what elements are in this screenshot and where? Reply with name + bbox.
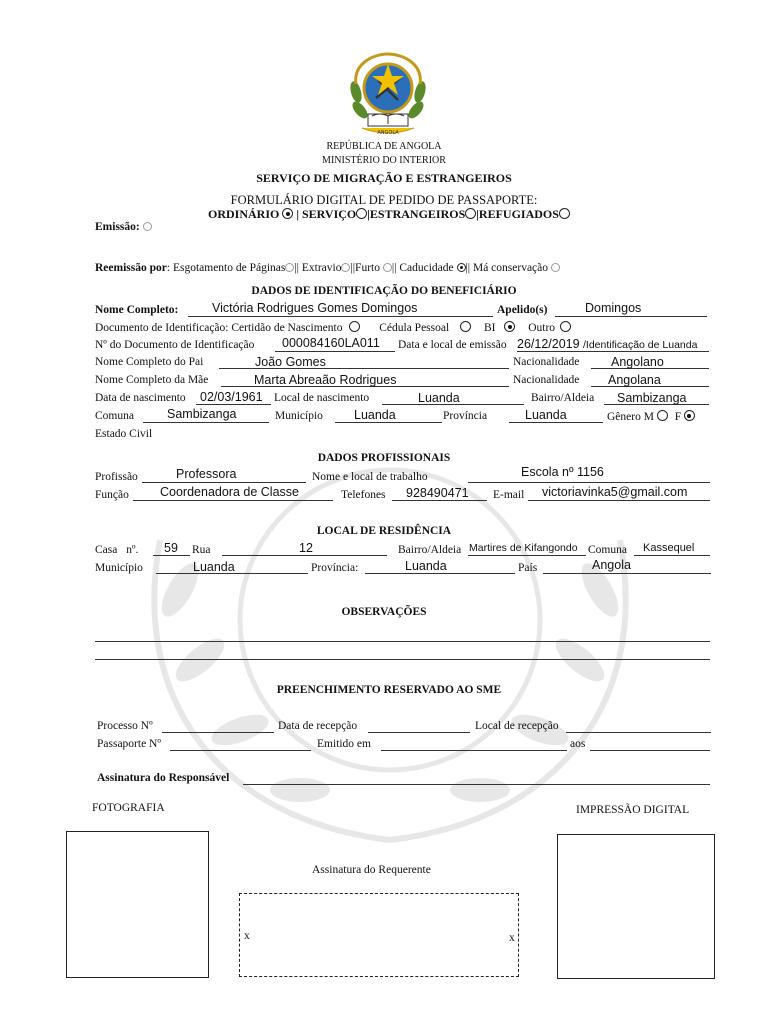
id-bi-radio[interactable] <box>504 321 515 332</box>
applicant-signature-box[interactable] <box>239 893 519 977</box>
reemission-opt-1-label: : Esgotamento de Páginas <box>166 262 286 274</box>
id-doc-label: Documento de Identificação: Certidão de Nascimento <box>95 322 343 334</box>
residence-municipality-label: Município <box>95 562 143 574</box>
emission-label: Emissão: <box>95 221 140 233</box>
ministry-title: MINISTÉRIO DO INTERIOR <box>322 155 446 166</box>
reserved-section-title: PREENCHIMENTO RESERVADO AO SME <box>276 684 502 696</box>
surname-label: Apelido(s) <box>497 304 548 316</box>
id-doc-row <box>95 321 571 334</box>
profession-value[interactable]: Professora <box>176 467 237 481</box>
residence-municipality-value[interactable]: Luanda <box>193 560 235 574</box>
photo-box[interactable] <box>66 831 209 978</box>
observations-line-1[interactable] <box>95 641 710 642</box>
process-label: Processo Nº <box>97 720 153 732</box>
emblem-text: ANGOLA <box>377 130 399 136</box>
full-name-value[interactable]: Victória Rodrigues Gomes Domingos <box>212 301 418 315</box>
issue-label: Data e local de emissão <box>398 339 507 351</box>
fingerprint-box[interactable] <box>557 834 715 979</box>
id-cedula-radio[interactable] <box>460 321 471 332</box>
id-cedula-label: Cédula Pessoal <box>379 322 450 334</box>
reemission-opt-4-radio[interactable] <box>457 263 466 272</box>
role-label: Função <box>95 489 129 501</box>
type-ordinario-radio[interactable] <box>282 208 293 219</box>
gender-m-label: M <box>643 411 654 423</box>
service-title: SERVIÇO DE MIGRAÇÃO E ESTRANGEIROS <box>256 171 512 185</box>
type-refugiados-radio[interactable] <box>559 208 570 219</box>
reemission-row <box>95 262 560 274</box>
reemission-opt-5-radio[interactable] <box>551 263 560 272</box>
civil-status-label: Estado Civil <box>95 428 153 440</box>
applicant-signature-label: Assinatura do Requerente <box>312 864 431 876</box>
residence-district-label: Bairro/Aldeia <box>398 544 462 556</box>
residence-section-title: LOCAL DE RESIDÊNCIA <box>316 525 452 537</box>
emission-radio[interactable] <box>143 222 152 231</box>
gender-m-radio[interactable] <box>657 410 668 421</box>
house-value[interactable]: 59 <box>164 541 178 555</box>
type-estrangeiros-radio[interactable] <box>465 208 476 219</box>
residence-commune-value[interactable]: Kassequel <box>643 542 695 554</box>
id-number-value[interactable]: 000084160LA011 <box>282 336 380 350</box>
workplace-value[interactable]: Escola nº 1156 <box>521 465 604 479</box>
father-label: Nome Completo do Pai <box>95 356 204 368</box>
birth-certificate-radio[interactable] <box>349 321 360 332</box>
residence-district-value[interactable]: Martires de Kifangondo <box>469 542 578 554</box>
profession-label: Profissão <box>95 471 138 483</box>
birth-place-value[interactable]: Luanda <box>418 391 460 405</box>
beneficiary-section-title: DADOS DE IDENTIFICAÇÃO DO BENEFICIÁRIO <box>251 285 517 297</box>
residence-province-label: Província: <box>311 562 359 574</box>
father-nationality-value[interactable]: Angolano <box>611 355 664 369</box>
observations-section-title: OBSERVAÇÕES <box>341 606 427 618</box>
id-outro-label: Outro <box>528 322 556 334</box>
reception-place-field[interactable] <box>566 732 711 733</box>
type-estrangeiros-label: |ESTRANGEIROS <box>367 207 466 221</box>
passport-number-label: Passaporte Nº <box>97 738 161 750</box>
birth-district-value[interactable]: Sambizanga <box>617 391 687 405</box>
country-label: País <box>518 562 538 574</box>
residence-commune-label: Comuna <box>588 544 627 556</box>
fingerprint-label: IMPRESSÃO DIGITAL <box>576 804 690 816</box>
angola-emblem <box>348 52 428 140</box>
surname-value[interactable]: Domingos <box>585 301 642 315</box>
reemission-opt-3-label: ||Furto <box>350 262 380 274</box>
type-refugiados-label: |REFUGIADOS <box>476 207 559 221</box>
phone-label: Telefones <box>341 489 386 501</box>
gender-row <box>607 410 695 423</box>
aos-label: aos <box>570 738 586 750</box>
signature-x-right: x <box>509 932 515 944</box>
mother-nationality-label: Nacionalidade <box>513 374 580 386</box>
mother-value[interactable]: Marta Abreaão Rodrigues <box>254 373 397 387</box>
street-value[interactable]: 12 <box>299 541 313 555</box>
birth-date-value[interactable]: 02/03/1961 <box>200 390 263 404</box>
full-name-label: Nome Completo: <box>95 304 179 316</box>
commune-value[interactable]: Sambizanga <box>167 407 237 421</box>
emission-row <box>95 221 152 233</box>
municipality-label: Município <box>275 410 323 422</box>
mother-nationality-value[interactable]: Angolana <box>608 373 661 387</box>
type-ordinario-label: ORDINÁRIO <box>208 207 280 221</box>
province-label: Província <box>443 410 488 422</box>
commune-label: Comuna <box>95 410 134 422</box>
gender-f-label: F <box>674 411 682 423</box>
type-servico-radio[interactable] <box>356 208 367 219</box>
workplace-label: Nome e local de trabalho <box>312 471 428 483</box>
father-nationality-label: Nacionalidade <box>513 356 580 368</box>
issued-label: Emitido em <box>317 738 371 750</box>
gender-label: Gênero <box>607 411 641 423</box>
birth-date-label: Data de nascimento <box>95 392 186 404</box>
photo-label: FOTOGRAFIA <box>92 802 165 814</box>
birth-place-label: Local de nascimento <box>274 392 370 404</box>
passport-number-field[interactable] <box>170 750 311 751</box>
residence-province-value[interactable]: Luanda <box>405 559 447 573</box>
role-value[interactable]: Coordenadora de Classe <box>160 485 299 499</box>
reemission-opt-5-label: || Má conservação <box>465 262 549 274</box>
gender-f-radio[interactable] <box>684 410 695 421</box>
mother-label: Nome Completo da Mãe <box>95 374 209 386</box>
observations-line-2[interactable] <box>95 659 710 660</box>
aos-field[interactable] <box>590 750 710 751</box>
issued-field[interactable] <box>381 750 567 751</box>
province-value[interactable]: Luanda <box>525 408 567 422</box>
id-bi-label: BI <box>483 322 496 334</box>
id-outro-radio[interactable] <box>560 321 571 332</box>
reemission-label: Reemissão por <box>95 262 167 274</box>
email-value[interactable]: victoriavinka5@gmail.com <box>542 485 688 499</box>
reception-date-field[interactable] <box>368 732 470 733</box>
watermark-emblem <box>70 440 710 860</box>
responsible-signature-label: Assinatura do Responsável <box>97 772 230 784</box>
passport-type-row <box>208 207 570 222</box>
issue-place-value[interactable]: /Identificação de Luanda <box>583 339 698 351</box>
reception-place-label: Local de recepção <box>475 720 559 732</box>
municipality-value[interactable]: Luanda <box>354 408 396 422</box>
reception-date-label: Data de recepção <box>278 720 358 732</box>
reemission-opt-3-radio[interactable] <box>383 263 392 272</box>
country-value[interactable]: Angola <box>592 558 631 572</box>
professional-section-title: DADOS PROFISSIONAIS <box>317 452 451 464</box>
republic-title: REPÚBLICA DE ANGOLA <box>326 141 442 152</box>
street-label: Rua <box>192 544 211 556</box>
birth-district-label: Bairro/Aldeia <box>531 392 595 404</box>
id-number-label: Nº do Documento de Identificação <box>95 339 255 351</box>
signature-x-left: x <box>244 930 250 942</box>
father-value[interactable]: João Gomes <box>255 355 326 369</box>
type-servico-label: | SERVIÇO <box>296 207 357 221</box>
phone-value[interactable]: 928490471 <box>406 486 469 500</box>
email-label: E-mail <box>493 489 525 501</box>
reemission-opt-4-label: || Caducidade <box>391 262 454 274</box>
reemission-opt-2-label: || Extravio <box>294 262 342 274</box>
responsible-signature-field[interactable] <box>243 784 710 785</box>
process-field[interactable] <box>162 732 274 733</box>
issue-date-value[interactable]: 26/12/2019 <box>517 337 580 351</box>
house-label: Casa nº. <box>95 544 139 556</box>
form-title: FORMULÁRIO DIGITAL DE PEDIDO DE PASSAPORTE: <box>230 193 538 207</box>
